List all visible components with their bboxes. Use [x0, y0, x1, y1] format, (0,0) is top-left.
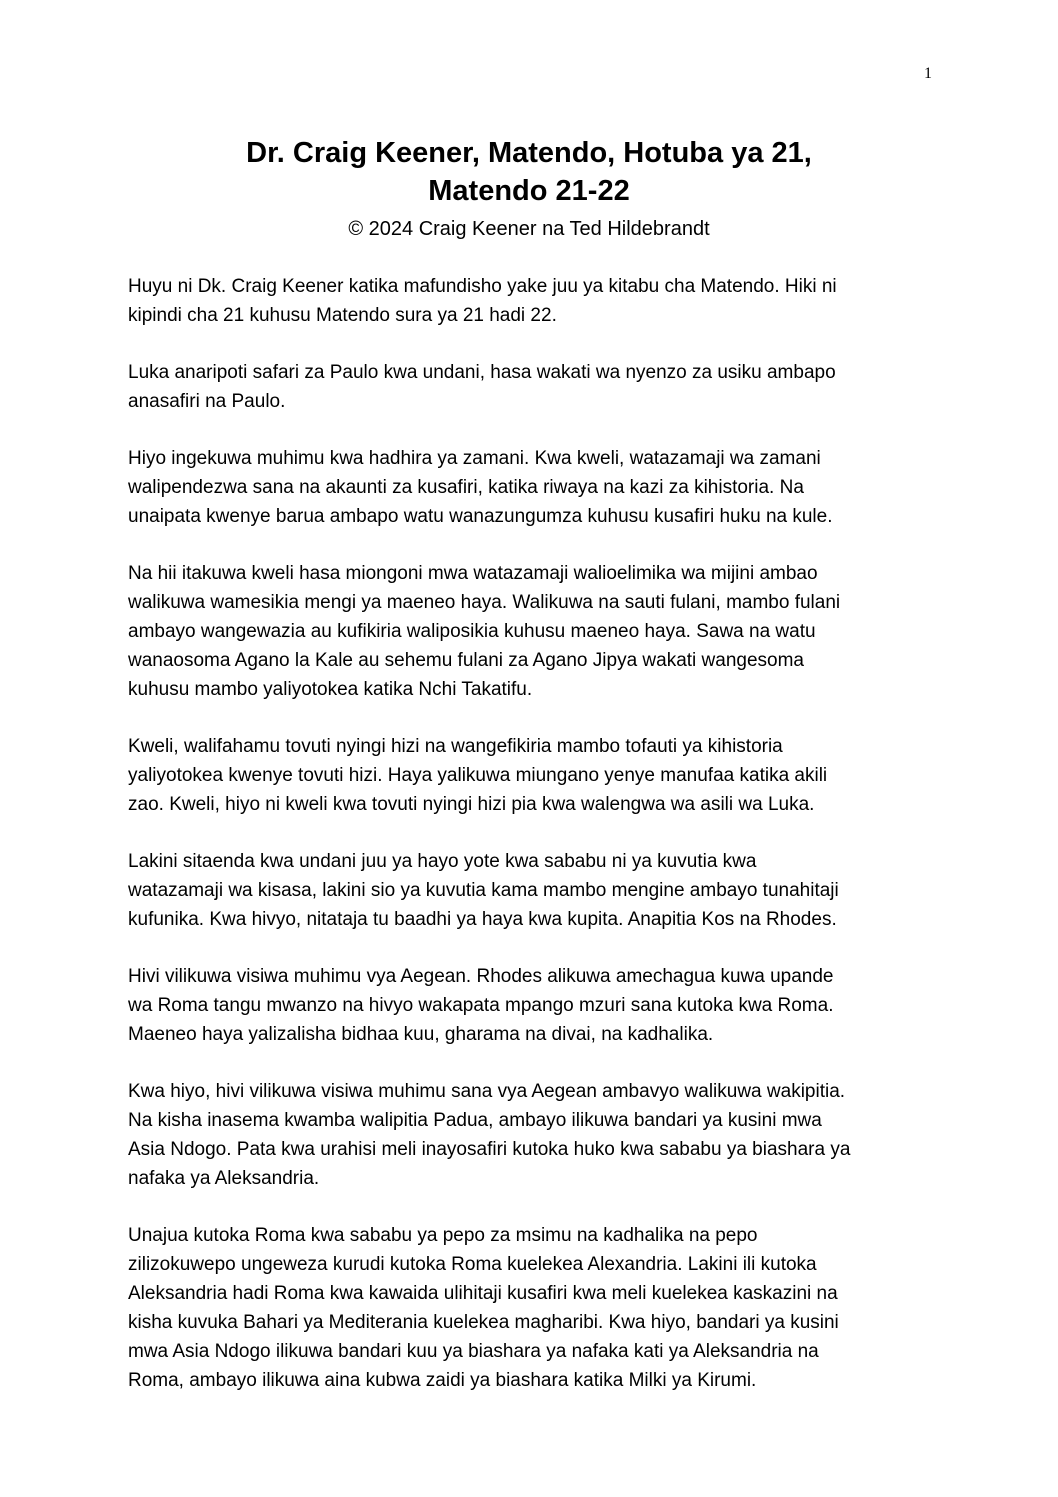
paragraph: Luka anaripoti safari za Paulo kwa undani, hasa wakati wa nyenzo za usiku ambapo anasafiri na Paulo.: [128, 362, 836, 412]
document-header: [128, 134, 930, 242]
document-title-line-2: Matendo 21-22: [428, 175, 630, 207]
paragraph: Hivi vilikuwa visiwa muhimu vya Aegean. Rhodes alikuwa amechagua kuwa upande wa Roma tangu mwanzo na hivyo wakapata mpango mzuri sana kutoka kwa Roma. Maeneo haya yalizalisha bidhaa kuu, gharama na divai, na kadhalika.: [128, 966, 834, 1045]
paragraph: Huyu ni Dk. Craig Keener katika mafundisho yake juu ya kitabu cha Matendo. Hiki ni kipindi cha 21 kuhusu Matendo sura ya 21 hadi 22.: [128, 276, 837, 326]
document-title-line-1: Dr. Craig Keener, Matendo, Hotuba ya 21,: [246, 137, 812, 169]
paragraph: Kweli, walifahamu tovuti nyingi hizi na wangefikiria mambo tofauti ya kihistoria yaliyotokea kwenye tovuti hizi. Haya yalikuwa miungano yenye manufaa katika akili zao. Kweli, hiyo ni kweli kwa tovuti nyingi hizi pia kwa walengwa wa asili wa Luka.: [128, 736, 828, 815]
paragraph: Kwa hiyo, hivi vilikuwa visiwa muhimu sana vya Aegean ambavyo walikuwa wakipitia. Na kisha inasema kwamba walipitia Padua, ambayo ilikuwa bandari ya kusini mwa Asia Ndogo. Pata kwa urahisi meli inayosafiri kutoka huko kwa sababu ya biashara ya nafaka ya Aleksandria.: [128, 1081, 851, 1189]
page-number: 1: [924, 65, 932, 82]
paragraph: Na hii itakuwa kweli hasa miongoni mwa watazamaji walioelimika wa mijini ambao walikuwa wamesikia mengi ya maeneo haya. Walikuwa na sauti fulani, mambo fulani ambayo wangewazia au kufikiria waliposikia kuhusu maeneo haya. Sawa na watu wanaosoma Agano la Kale au sehemu fulani za Agano Jipya wakati wangesoma kuhusu mambo yaliyotokea katika Nchi Takatifu.: [128, 563, 841, 700]
copyright-notice: © 2024 Craig Keener na Ted Hildebrandt: [348, 218, 710, 240]
paragraph: Hiyo ingekuwa muhimu kwa hadhira ya zamani. Kwa kweli, watazamaji wa zamani walipendezwa sana na akaunti za kusafiri, katika riwaya na kazi za kihistoria. Na unaipata kwenye barua ambapo watu wanazungumza kuhusu kusafiri huku na kule.: [128, 448, 833, 527]
paragraph: Lakini sitaenda kwa undani juu ya hayo yote kwa sababu ni ya kuvutia kwa watazamaji wa kisasa, lakini sio ya kuvutia kama mambo mengine ambayo tunahitaji kufunika. Kwa hivyo, nitataja tu baadhi ya haya kwa kupita. Anapitia Kos na Rhodes.: [128, 851, 839, 930]
document-body: [128, 272, 936, 1423]
paragraph: Unajua kutoka Roma kwa sababu ya pepo za msimu na kadhalika na pepo zilizokuwepo ungeweza kurudi kutoka Roma kuelekea Alexandria. Lakini ili kutoka Aleksandria hadi Roma kwa kawaida ulihitaji kusafiri kwa meli kuelekea kaskazini na kisha kuvuka Bahari ya Mediterania kuelekea magharibi. Kwa hiyo, bandari ya kusini mwa Asia Ndogo ilikuwa bandari kuu ya biashara ya nafaka kati ya Aleksandria na Roma, ambayo ilikuwa aina kubwa zaidi ya biashara katika Milki ya Kirumi.: [128, 1225, 839, 1391]
